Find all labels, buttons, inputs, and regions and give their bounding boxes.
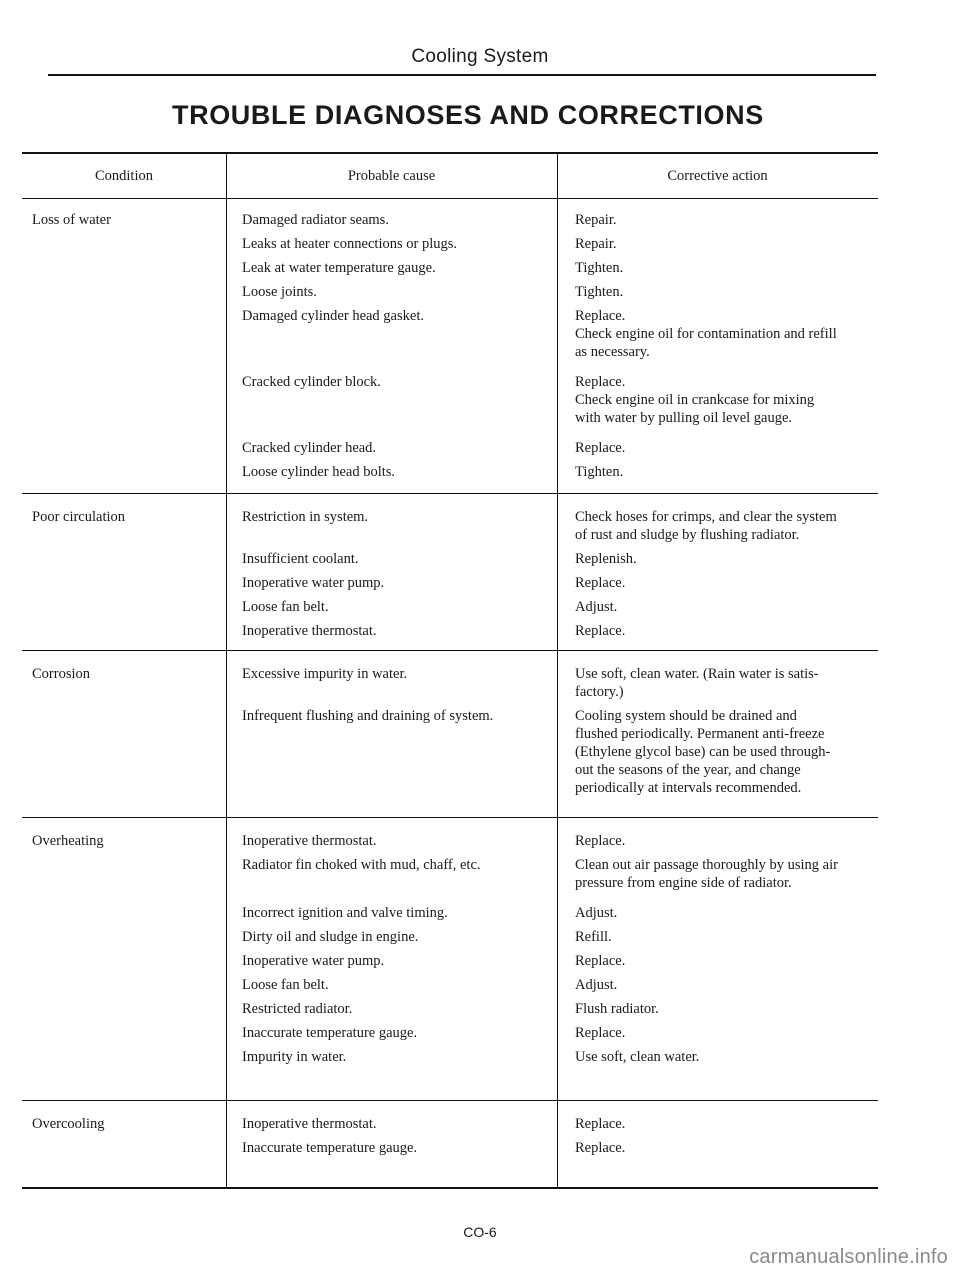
corrective-action-line: Repair.	[575, 236, 617, 252]
column-header-condition: Condition	[94, 167, 153, 184]
condition-label: Overheating	[32, 833, 104, 849]
corrective-action-line: Tighten.	[575, 284, 624, 300]
condition-label: Poor circulation	[32, 509, 126, 525]
probable-cause-line: Inoperative water pump.	[242, 953, 385, 969]
table-row	[22, 651, 878, 818]
corrective-action-line: Replenish.	[575, 551, 637, 567]
probable-cause-line: Cracked cylinder head.	[242, 440, 377, 456]
probable-cause-line: Loose joints.	[242, 284, 317, 300]
probable-cause-line: Inaccurate temperature gauge.	[242, 1140, 418, 1156]
condition-cell	[22, 494, 226, 650]
table-row	[22, 1101, 878, 1187]
probable-cause-line: Dirty oil and sludge in engine.	[242, 929, 419, 945]
condition-label: Corrosion	[32, 666, 90, 682]
corrective-action-line: flushed periodically. Permanent anti-freeze	[575, 726, 825, 742]
corrective-action-line: Replace.	[575, 575, 626, 591]
watermark-text: carmanualsonline.info	[749, 1246, 948, 1268]
corrective-action-cell	[557, 651, 878, 817]
corrective-action-cell	[557, 818, 878, 1100]
probable-cause-line: Impurity in water.	[242, 1049, 347, 1065]
corrective-action-line: Use soft, clean water.	[575, 1049, 700, 1065]
corrective-action-cell	[557, 494, 878, 650]
corrective-action-line: periodically at intervals recommended.	[575, 780, 802, 796]
corrective-action-line: Replace.	[575, 1116, 626, 1132]
table-header-row	[22, 154, 878, 199]
probable-cause-cell	[226, 1101, 557, 1187]
column-header-corrective-action: Corrective action	[667, 167, 768, 184]
corrective-action-line: Repair.	[575, 212, 617, 228]
probable-cause-line: Inoperative water pump.	[242, 575, 385, 591]
corrective-action-line: Tighten.	[575, 260, 624, 276]
condition-cell	[22, 651, 226, 817]
probable-cause-cell	[226, 818, 557, 1100]
probable-cause-cell	[226, 494, 557, 650]
condition-label: Loss of water	[32, 212, 111, 228]
corrective-action-line: Replace.	[575, 953, 626, 969]
corrective-action-line: pressure from engine side of radiator.	[575, 875, 792, 891]
probable-cause-cell	[226, 651, 557, 817]
condition-cell	[22, 818, 226, 1100]
table-body	[22, 199, 878, 1187]
corrective-action-line: Check engine oil for contamination and refill	[575, 326, 837, 342]
corrective-action-line: Replace.	[575, 623, 626, 639]
probable-cause-line: Loose fan belt.	[242, 977, 329, 993]
corrective-action-line: Check engine oil in crankcase for mixing	[575, 392, 815, 408]
corrective-action-line: Replace.	[575, 1140, 626, 1156]
probable-cause-line: Restricted radiator.	[242, 1001, 353, 1017]
probable-cause-line: Leak at water temperature gauge.	[242, 260, 436, 276]
probable-cause-line: Insufficient coolant.	[242, 551, 359, 567]
probable-cause-cell	[226, 199, 557, 493]
page-title: TROUBLE DIAGNOSES AND CORRECTIONS	[172, 100, 764, 130]
corrective-action-line: Replace.	[575, 833, 626, 849]
corrective-action-line: Clean out air passage thoroughly by using air	[575, 857, 838, 873]
probable-cause-line: Infrequent flushing and draining of system.	[242, 708, 494, 724]
corrective-action-line: Refill.	[575, 929, 612, 945]
probable-cause-line: Inaccurate temperature gauge.	[242, 1025, 418, 1041]
corrective-action-line: of rust and sludge by flushing radiator.	[575, 527, 800, 543]
corrective-action-line: Adjust.	[575, 905, 618, 921]
probable-cause-line: Radiator fin choked with mud, chaff, etc.	[242, 857, 481, 873]
corrective-action-line: Use soft, clean water. (Rain water is satis-	[575, 666, 819, 682]
corrective-action-line: Flush radiator.	[575, 1001, 659, 1017]
probable-cause-line: Inoperative thermostat.	[242, 623, 377, 639]
corrective-action-line: Replace.	[575, 440, 626, 456]
corrective-action-line: with water by pulling oil level gauge.	[575, 410, 793, 426]
corrective-action-line: Tighten.	[575, 464, 624, 480]
table-row	[22, 199, 878, 494]
corrective-action-line: Adjust.	[575, 599, 618, 615]
column-header-probable-cause: Probable cause	[347, 167, 436, 184]
probable-cause-line: Damaged cylinder head gasket.	[242, 308, 424, 324]
running-header: Cooling System	[411, 46, 549, 67]
corrective-action-line: factory.)	[575, 684, 624, 700]
corrective-action-line: Adjust.	[575, 977, 618, 993]
corrective-action-line: Replace.	[575, 374, 626, 390]
corrective-action-line: Replace.	[575, 1025, 626, 1041]
probable-cause-line: Inoperative thermostat.	[242, 1116, 377, 1132]
corrective-action-cell	[557, 1101, 878, 1187]
probable-cause-line: Cracked cylinder block.	[242, 374, 381, 390]
probable-cause-line: Loose cylinder head bolts.	[242, 464, 396, 480]
header-rule	[48, 74, 876, 76]
probable-cause-line: Excessive impurity in water.	[242, 666, 408, 682]
probable-cause-line: Damaged radiator seams.	[242, 212, 389, 228]
corrective-action-line: out the seasons of the year, and change	[575, 762, 801, 778]
corrective-action-cell	[557, 199, 878, 493]
corrective-action-line: Replace.	[575, 308, 626, 324]
probable-cause-line: Leaks at heater connections or plugs.	[242, 236, 458, 252]
condition-label: Overcooling	[32, 1116, 105, 1132]
corrective-action-line: as necessary.	[575, 344, 650, 360]
probable-cause-line: Incorrect ignition and valve timing.	[242, 905, 448, 921]
trouble-diagnoses-table	[22, 152, 878, 1189]
probable-cause-line: Restriction in system.	[242, 509, 369, 525]
condition-cell	[22, 1101, 226, 1187]
corrective-action-line: Cooling system should be drained and	[575, 708, 797, 724]
condition-cell	[22, 199, 226, 493]
page-number: CO-6	[463, 1224, 497, 1240]
probable-cause-line: Inoperative thermostat.	[242, 833, 377, 849]
table-row	[22, 494, 878, 651]
probable-cause-line: Loose fan belt.	[242, 599, 329, 615]
table-row	[22, 818, 878, 1101]
corrective-action-line: (Ethylene glycol base) can be used through-	[575, 744, 831, 760]
corrective-action-line: Check hoses for crimps, and clear the system	[575, 509, 837, 525]
